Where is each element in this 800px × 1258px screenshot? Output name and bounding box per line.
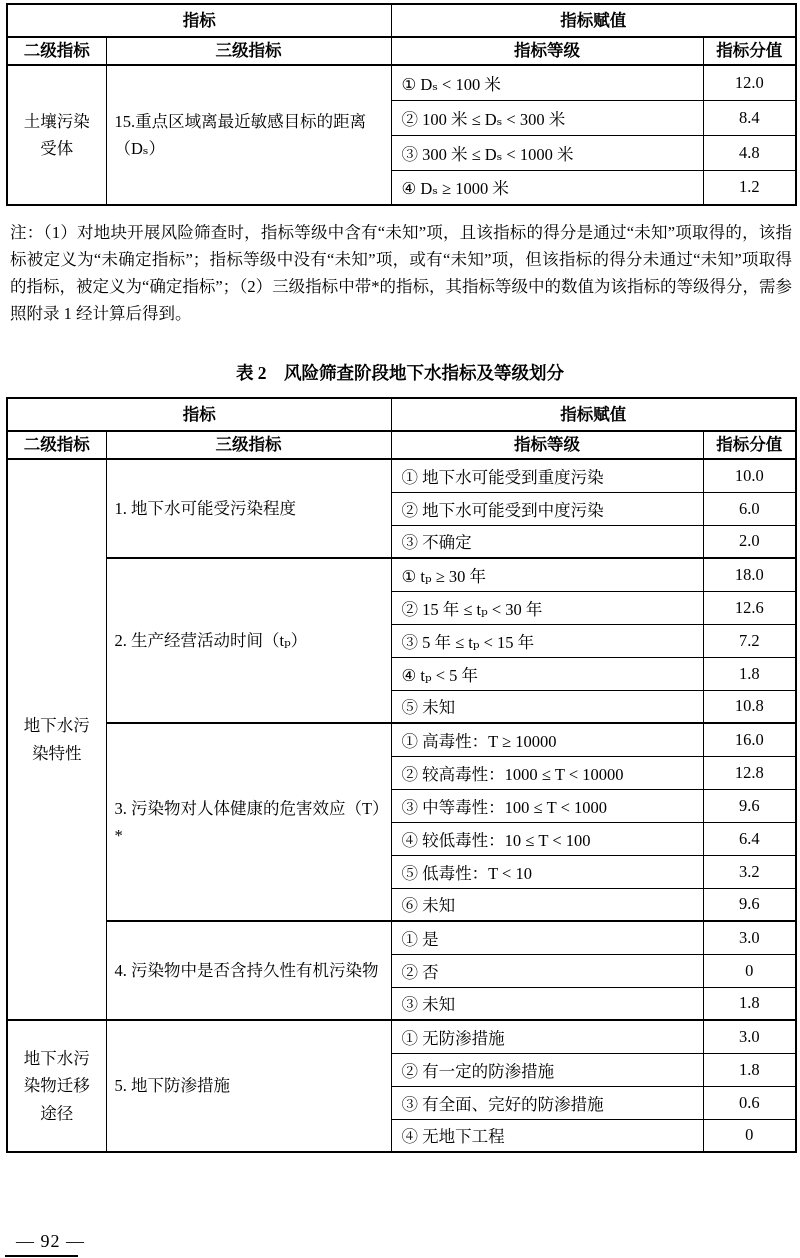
grade-cell: ① Dₛ < 100 米: [391, 65, 703, 100]
table-note: 注：（1）对地块开展风险筛查时，指标等级中含有“未知”项，且该指标的得分是通过“未知”项取得的，该指标被定义为“未确定指标”；指标等级中没有“未知”项，或有“未知”项，但该指标的得分未通过“未知”项取得的指标，被定义为“确定指标”；（2）三级指标中带*的指标，其指标等级中的数值为该指标的等级得分，需参照附录 1 经计算后得到。: [10, 223, 792, 323]
score-cell: 1.8: [703, 1053, 796, 1086]
table-row: [7, 65, 796, 100]
table2-title: 表 2 风险筛查阶段地下水指标及等级划分: [235, 363, 565, 383]
score-cell: 9.6: [703, 888, 796, 921]
level3-cell: 2. 生产经营活动时间（tₚ）: [106, 558, 391, 723]
level3-cell: 3. 污染物对人体健康的危害效应（T）*: [106, 723, 391, 921]
grade-cell: ② 较高毒性：1000 ≤ T < 10000: [391, 756, 703, 789]
score-cell: 7.2: [703, 624, 796, 657]
score-cell: 6.0: [703, 492, 796, 525]
soil-indicator-table: [6, 3, 797, 206]
level3-cell: 15.重点区域离最近敏感目标的距离（Dₛ）: [106, 65, 391, 205]
score-cell: 3.0: [703, 1020, 796, 1053]
grade-cell: ⑤ 低毒性：T < 10: [391, 855, 703, 888]
grade-cell: ① 无防渗措施: [391, 1020, 703, 1053]
header-indicator: 指标: [7, 4, 391, 37]
header-grade: 指标等级: [391, 431, 703, 459]
grade-cell: ③ 有全面、完好的防渗措施: [391, 1086, 703, 1119]
grade-cell: ④ tₚ < 5 年: [391, 657, 703, 690]
table-row: [7, 1020, 796, 1053]
score-cell: 12.0: [703, 65, 796, 100]
table-row: [7, 723, 796, 756]
page-number: — 92 —: [16, 1231, 85, 1251]
score-cell: 16.0: [703, 723, 796, 756]
table-row: [7, 37, 796, 65]
table-row: [7, 459, 796, 492]
score-cell: 4.8: [703, 135, 796, 170]
next-table-edge-line: [5, 1255, 78, 1257]
score-cell: 18.0: [703, 558, 796, 591]
header-score: 指标分值: [703, 431, 796, 459]
groundwater-indicator-table: [6, 397, 797, 1153]
grade-cell: ① tₚ ≥ 30 年: [391, 558, 703, 591]
grade-cell: ① 地下水可能受到重度污染: [391, 459, 703, 492]
grade-cell: ④ Dₛ ≥ 1000 米: [391, 170, 703, 205]
header-grade: 指标等级: [391, 37, 703, 65]
score-cell: 3.2: [703, 855, 796, 888]
grade-cell: ① 高毒性：T ≥ 10000: [391, 723, 703, 756]
score-cell: 12.6: [703, 591, 796, 624]
level3-cell: 5. 地下防渗措施: [106, 1020, 391, 1152]
grade-cell: ③ 5 年 ≤ tₚ < 15 年: [391, 624, 703, 657]
grade-cell: ① 是: [391, 921, 703, 954]
grade-cell: ③ 未知: [391, 987, 703, 1020]
level2-cell: 地下水污染物迁移途径: [7, 1020, 106, 1152]
grade-cell: ② 15 年 ≤ tₚ < 30 年: [391, 591, 703, 624]
grade-cell: ② 地下水可能受到中度污染: [391, 492, 703, 525]
score-cell: 0: [703, 954, 796, 987]
score-cell: 6.4: [703, 822, 796, 855]
grade-cell: ③ 300 米 ≤ Dₛ < 1000 米: [391, 135, 703, 170]
score-cell: 8.4: [703, 100, 796, 135]
grade-cell: ③ 中等毒性：100 ≤ T < 1000: [391, 789, 703, 822]
grade-cell: ④ 较低毒性：10 ≤ T < 100: [391, 822, 703, 855]
level2-cell: 土壤污染受体: [7, 65, 106, 205]
grade-cell: ⑤ 未知: [391, 690, 703, 723]
score-cell: 1.8: [703, 987, 796, 1020]
table-row: [7, 431, 796, 459]
score-cell: 12.8: [703, 756, 796, 789]
score-cell: 10.8: [703, 690, 796, 723]
table-row: [7, 4, 796, 37]
table-row: [7, 558, 796, 591]
score-cell: 0.6: [703, 1086, 796, 1119]
grade-cell: ⑥ 未知: [391, 888, 703, 921]
score-cell: 1.8: [703, 657, 796, 690]
grade-cell: ④ 无地下工程: [391, 1119, 703, 1152]
header-level3: 三级指标: [106, 431, 391, 459]
score-cell: 9.6: [703, 789, 796, 822]
header-indicator: 指标: [7, 398, 391, 431]
header-assignment: 指标赋值: [391, 398, 796, 431]
table-row: [7, 398, 796, 431]
header-level2: 二级指标: [7, 37, 106, 65]
score-cell: 10.0: [703, 459, 796, 492]
grade-cell: ② 100 米 ≤ Dₛ < 300 米: [391, 100, 703, 135]
header-level3: 三级指标: [106, 37, 391, 65]
header-score: 指标分值: [703, 37, 796, 65]
level3-cell: 4. 污染物中是否含持久性有机污染物: [106, 921, 391, 1020]
header-level2: 二级指标: [7, 431, 106, 459]
grade-cell: ③ 不确定: [391, 525, 703, 558]
score-cell: 1.2: [703, 170, 796, 205]
level2-cell: 地下水污染特性: [7, 459, 106, 1020]
table-row: [7, 921, 796, 954]
header-assignment: 指标赋值: [391, 4, 796, 37]
grade-cell: ② 有一定的防渗措施: [391, 1053, 703, 1086]
grade-cell: ② 否: [391, 954, 703, 987]
level3-cell: 1. 地下水可能受污染程度: [106, 459, 391, 558]
score-cell: 0: [703, 1119, 796, 1152]
score-cell: 2.0: [703, 525, 796, 558]
score-cell: 3.0: [703, 921, 796, 954]
